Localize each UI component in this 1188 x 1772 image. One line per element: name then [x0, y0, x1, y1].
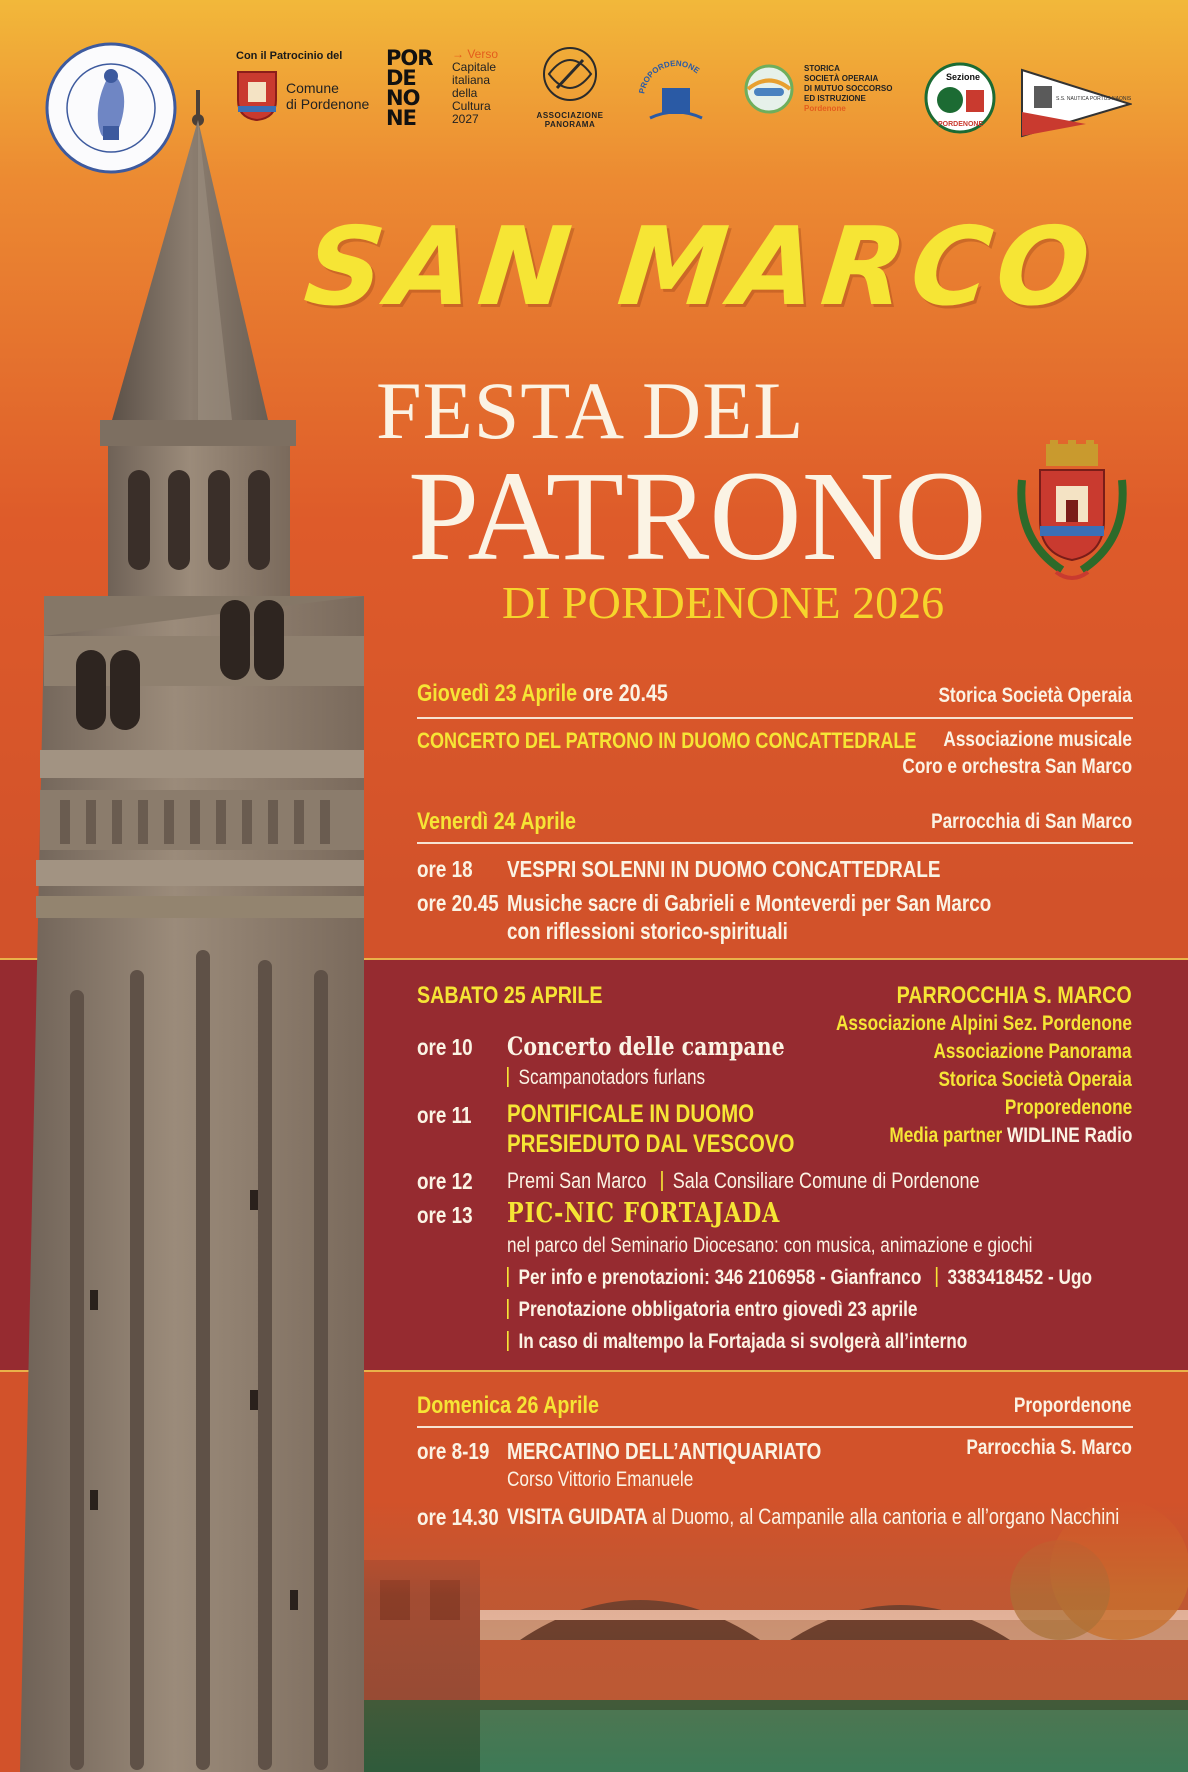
- capitale-line: 2027: [452, 112, 479, 126]
- title-patrono: PATRONO: [408, 445, 987, 587]
- divider-bar: [507, 1267, 509, 1287]
- venerdi-rule: [417, 842, 1133, 844]
- sabato-premi: Premi San Marco: [507, 1168, 647, 1193]
- sabato-scampanotadors: Scampanotadors furlans: [518, 1066, 706, 1089]
- sabato-media-partner: [889, 1124, 1132, 1148]
- sabato-prenotazione: Prenotazione obbligatoria entro giovedì 23 aprile: [518, 1298, 918, 1321]
- giovedi-org2-line2: Coro e orchestra San Marco: [902, 755, 1132, 778]
- sabato-prenotazione-line: [507, 1298, 917, 1322]
- giovedi-org: Storica Società Operaia: [938, 684, 1132, 707]
- sabato-time-13: ore 13: [417, 1202, 473, 1228]
- divider-bar: [661, 1171, 663, 1191]
- title-san-marco: SAN MARCO: [299, 205, 1102, 330]
- sabato-org: Proporedenone: [1004, 1096, 1132, 1119]
- capitale-line: della: [452, 86, 478, 100]
- alpini-sezione-logo: [924, 62, 996, 134]
- panorama-label-1: ASSOCIAZIONE: [536, 111, 604, 120]
- divider-bar: [507, 1067, 509, 1087]
- sabato-org: Storica Società Operaia: [938, 1068, 1132, 1091]
- sabato-parco: nel parco del Seminario Diocesano: con musica, animazione e giochi: [507, 1234, 1033, 1257]
- sabato-org-main: PARROCCHIA S. MARCO: [896, 982, 1132, 1009]
- domenica-date: Domenica 26 Aprile: [417, 1392, 599, 1419]
- capitale-line: Cultura: [452, 99, 491, 113]
- giovedi-date: Giovedì 23 Aprile: [417, 680, 578, 707]
- sabato-pontificale-2: PRESIEDUTO DAL VESCOVO: [507, 1130, 795, 1158]
- domenica-mercatino: MERCATINO DELL’ANTIQUARIATO: [507, 1438, 822, 1464]
- sabato-time-12: ore 12: [417, 1168, 473, 1194]
- title-festa-del: FESTA DEL: [376, 365, 805, 456]
- giovedi-date-line: [417, 680, 668, 708]
- venerdi-time-1: ore 18: [417, 856, 473, 882]
- domenica-time-1: ore 8-19: [417, 1438, 490, 1464]
- storica-sub: Pordenone: [804, 104, 846, 113]
- comune-line-2: di Pordenone: [286, 96, 370, 112]
- sabato-org: Associazione Panorama: [933, 1040, 1132, 1063]
- sabato-maltempo-line: [507, 1330, 967, 1354]
- panorama-label-2: PANORAMA: [544, 120, 596, 129]
- venerdi-org: Parrocchia di San Marco: [931, 810, 1132, 833]
- domenica-rule: [417, 1426, 1133, 1428]
- domenica-visita-rest: al Duomo, al Campanile alla cantoria e all’organo Nacchini: [651, 1504, 1120, 1529]
- comune-line-1: Comune: [286, 80, 339, 96]
- capitale-line: italiana: [452, 73, 491, 87]
- verso-label: → Verso: [452, 47, 499, 61]
- giovedi-event: CONCERTO DEL PATRONO IN DUOMO CONCATTEDRALE: [417, 728, 917, 753]
- domenica-visita-bold: VISITA GUIDATA: [507, 1504, 647, 1529]
- parish-seal-logo: [45, 42, 177, 174]
- handshake-icon: [740, 64, 798, 114]
- storica-line: STORICA: [804, 64, 840, 73]
- sabato-picnic: PIC-NIC FORTAJADA: [507, 1198, 781, 1229]
- river-bridge-illustration: [360, 1500, 1188, 1772]
- venerdi-text-2b: con riflessioni storico-spirituali: [507, 918, 788, 944]
- pn-logo-line: NO: [386, 86, 420, 110]
- patrocinio-label: Con il Patrocinio del: [236, 50, 343, 62]
- sabato-maltempo: In caso di maltempo la Fortajada si svolgerà all’interno: [518, 1330, 968, 1353]
- pn-logo-line: DE: [386, 66, 416, 90]
- storica-line: SOCIETÀ OPERAIA: [804, 74, 879, 83]
- capitale-line: Capitale: [452, 60, 497, 74]
- venerdi-item: [417, 856, 473, 883]
- venerdi-text-1: VESPRI SOLENNI IN DUOMO CONCATTEDRALE: [507, 856, 941, 882]
- pn-logo-line: POR: [386, 46, 433, 70]
- media-partner-name: WIDLINE Radio: [1006, 1124, 1132, 1147]
- sabato-info2: 3383418452 - Ugo: [947, 1266, 1093, 1289]
- giovedi-rule: [417, 717, 1133, 719]
- associazione-panorama-logo: [526, 44, 614, 129]
- sabato-info-line: [507, 1266, 1092, 1290]
- sabato-pontificale-1: PONTIFICALE IN DUOMO: [507, 1100, 755, 1128]
- sabato-date: SABATO 25 APRILE: [417, 982, 603, 1009]
- venerdi-text-2: Musiche sacre di Gabrieli e Monteverdi per San Marco: [507, 890, 992, 916]
- domenica-visita-line: [507, 1504, 1119, 1530]
- sabato-scampanotadors-line: [507, 1066, 705, 1090]
- comune-logo: [236, 70, 369, 122]
- divider-bar: [936, 1267, 938, 1287]
- giovedi-org2-line1: Associazione musicale: [943, 728, 1132, 751]
- panorama-emblem-icon: [535, 44, 605, 106]
- capitale-cultura-text: [452, 48, 498, 126]
- domenica-corso: Corso Vittorio Emanuele: [507, 1468, 694, 1491]
- domenica-org2: Parrocchia S. Marco: [966, 1436, 1132, 1459]
- nautica-pennant-logo: [1020, 68, 1132, 138]
- comune-crest-icon: [236, 70, 278, 122]
- propordenone-logo: [636, 58, 716, 130]
- sabato-premi-line: [507, 1168, 980, 1194]
- pennant-text: S.S. NAUTICA PORTUS NAONIS: [1056, 96, 1132, 102]
- sabato-info: Per info e prenotazioni: 346 2106958 - Gianfranco: [518, 1266, 922, 1289]
- storica-line: DI MUTUO SOCCORSO: [804, 84, 893, 93]
- alpini-bottom-text: PORDENONE: [938, 121, 984, 128]
- sabato-time-10: ore 10: [417, 1034, 473, 1060]
- sabato-campane: Concerto delle campane: [507, 1032, 785, 1061]
- title-di-pordenone: DI PORDENONE 2026: [502, 577, 945, 628]
- alpini-top-text: Sezione: [946, 72, 981, 82]
- media-partner-label: Media partner: [888, 1124, 1002, 1147]
- giovedi-time: ore 20.45: [582, 680, 668, 707]
- storica-line: ED ISTRUZIONE: [804, 94, 866, 103]
- propordenone-text: PROPORDENONE: [637, 58, 702, 95]
- storica-societa-logo: [740, 64, 892, 114]
- sabato-time-11: ore 11: [417, 1102, 472, 1128]
- pordenone-coat-of-arms: [1012, 440, 1132, 588]
- divider-bar: [507, 1299, 509, 1319]
- campanile-tower-illustration: [0, 90, 380, 1772]
- venerdi-time-2: ore 20.45: [417, 890, 499, 916]
- sabato-sala: Sala Consiliare Comune di Pordenone: [672, 1168, 980, 1193]
- pordenone-capitale-logo: [386, 48, 432, 128]
- divider-bar: [507, 1331, 509, 1351]
- pn-logo-line: NE: [386, 106, 416, 130]
- venerdi-date: Venerdì 24 Aprile: [417, 808, 576, 835]
- sabato-org: Associazione Alpini Sez. Pordenone: [836, 1012, 1132, 1035]
- domenica-time-2: ore 14.30: [417, 1504, 499, 1530]
- domenica-org: Propordenone: [1014, 1394, 1132, 1417]
